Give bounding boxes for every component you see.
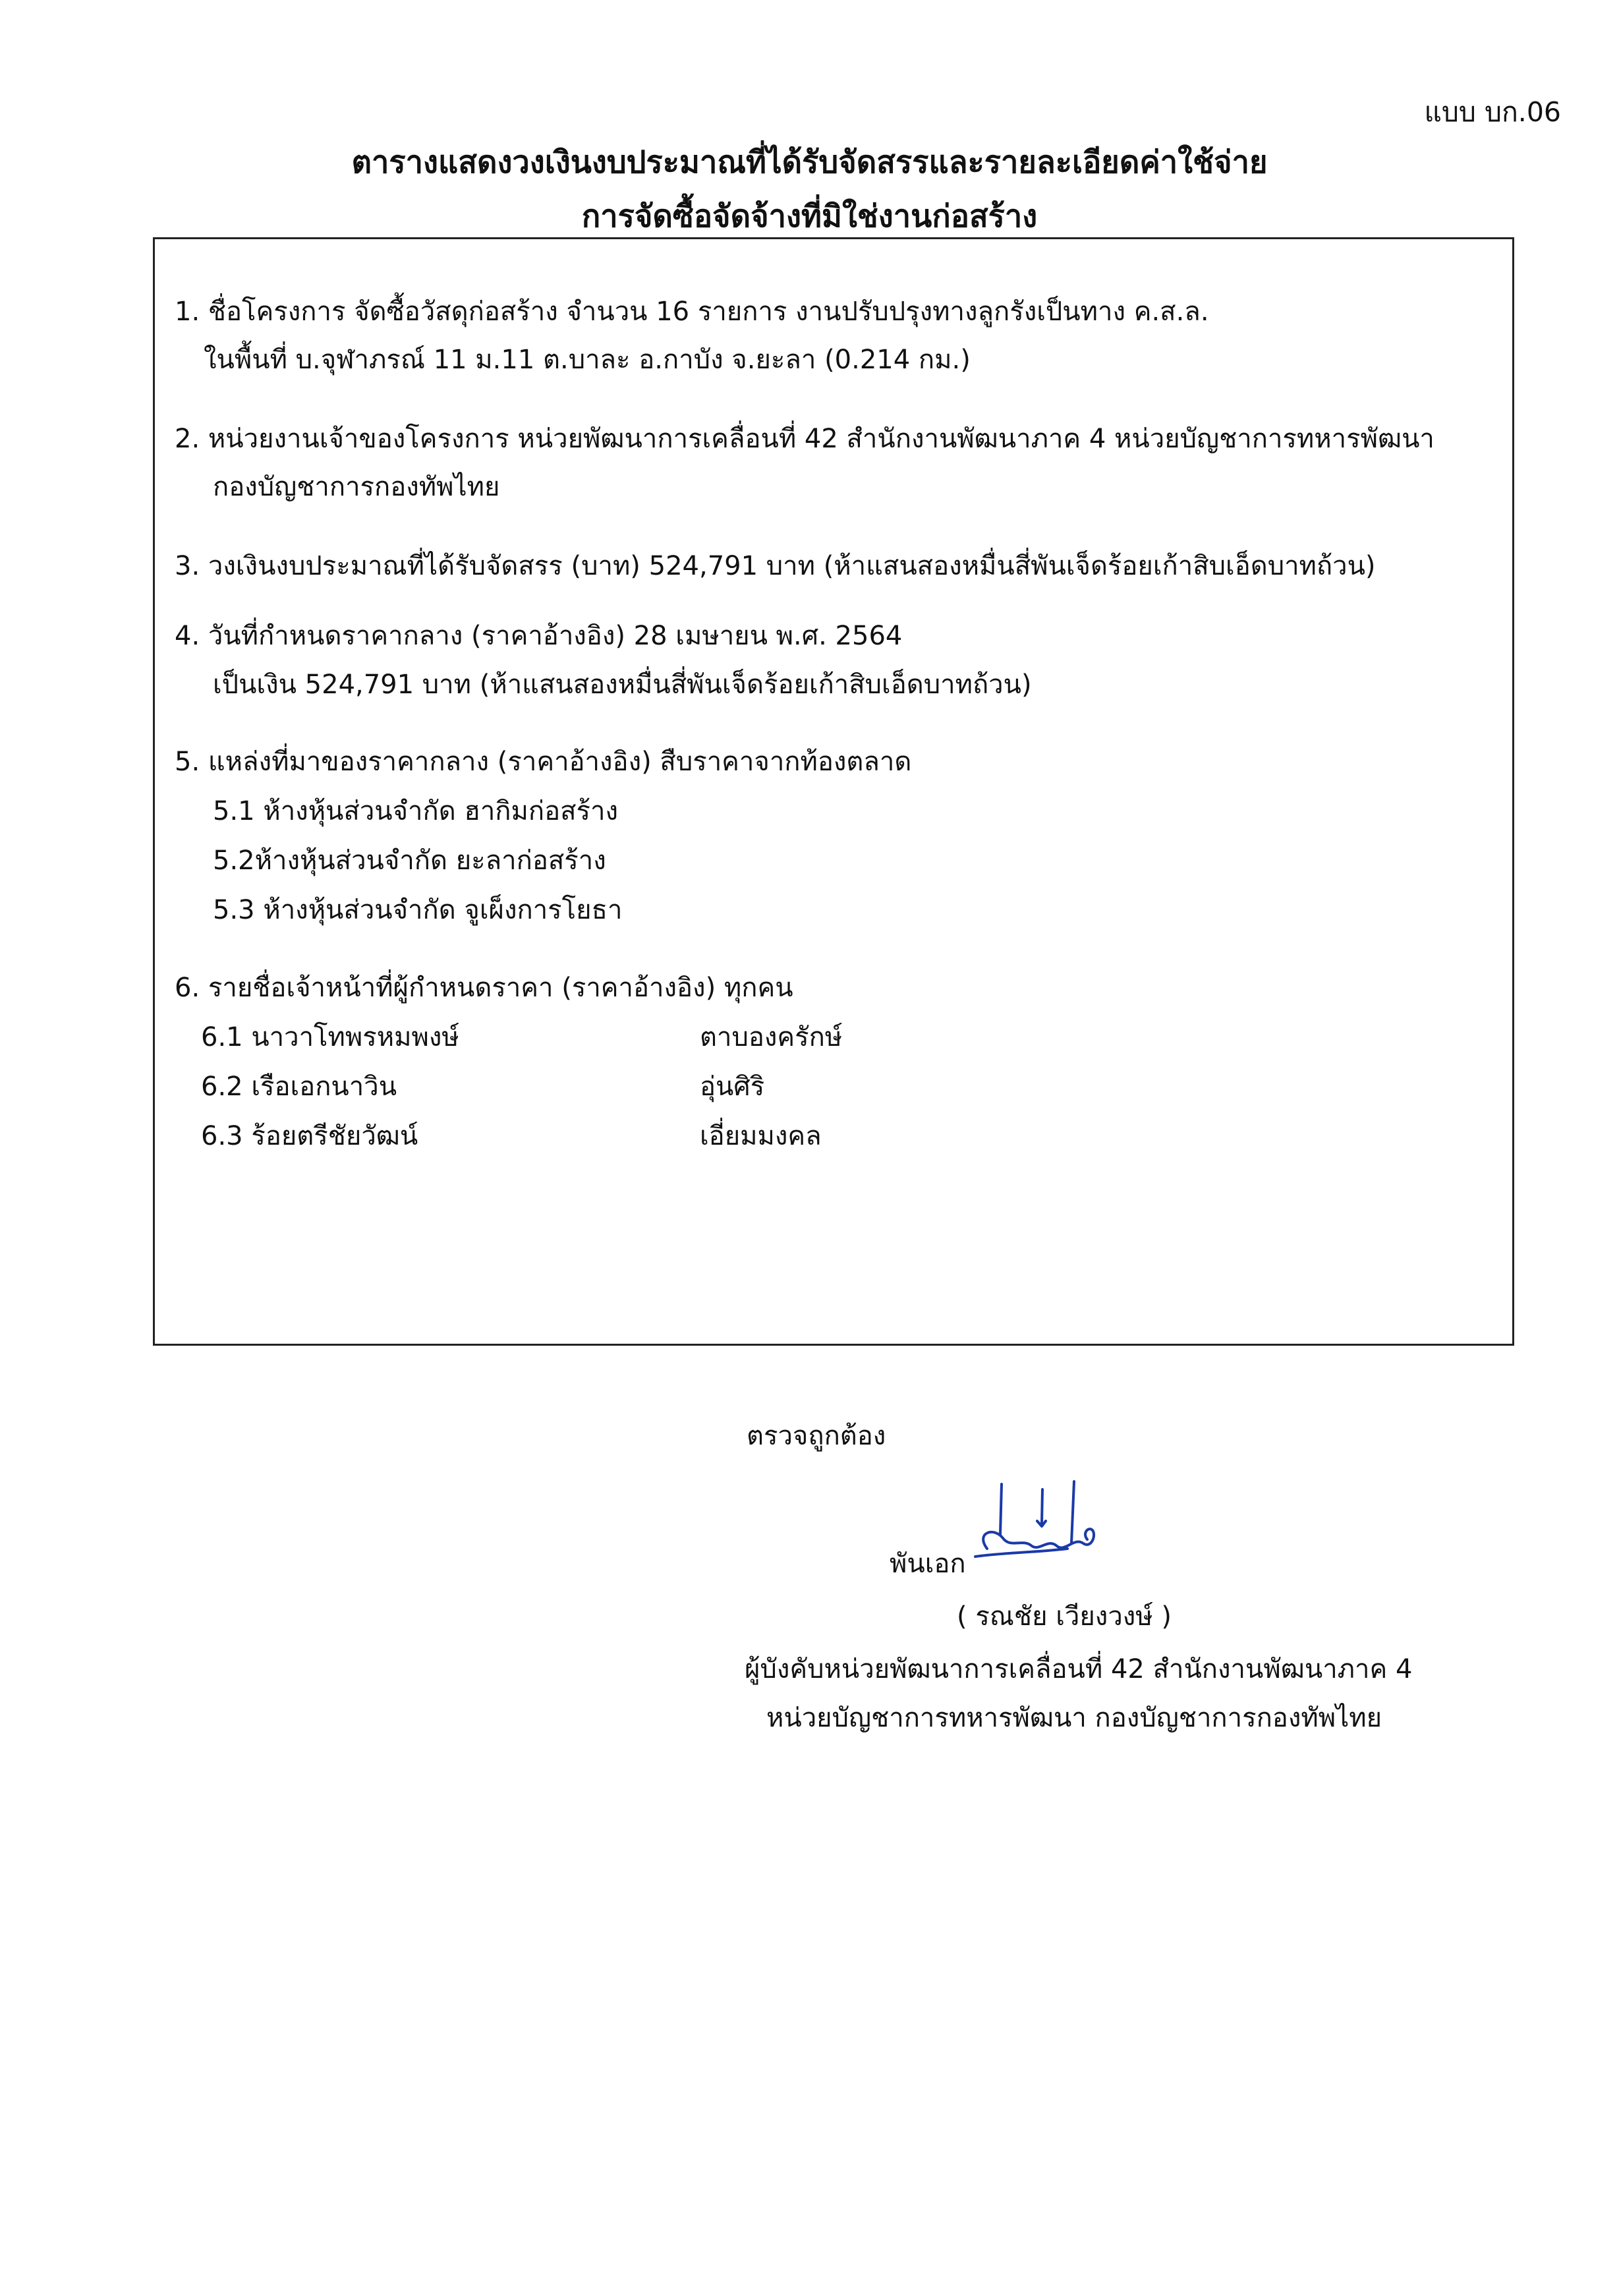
document-subtitle: การจัดซื้อจัดจ้างที่มิใช่งานก่อสร้าง xyxy=(581,198,1038,235)
owner-agency-line1: 2. หน่วยงานเจ้าของโครงการ หน่วยพัฒนาการเคลื่อนที่ 42 สำนักงานพัฒนาภาค 4 หน่วยบัญชาการทหารพัฒนา xyxy=(175,424,1434,454)
official-name: 6.1 นาวาโทพรหมพงษ์ xyxy=(201,1022,459,1052)
signer-position-line2: หน่วยบัญชาการทหารพัฒนา กองบัญชาการกองทัพไทย xyxy=(766,1703,1382,1733)
official-name: 6.2 เรือเอกนาวิน xyxy=(201,1072,397,1102)
budget-line: 3. วงเงินงบประมาณที่ได้รับจัดสรร (บาท) 524,791 บาท (ห้าแสนสองหมื่นสี่พันเจ็ดร้อยเก้าสิบเอ็ดบาทถ้วน) xyxy=(175,551,1376,581)
official-surname: เอี่ยมมงคล xyxy=(700,1121,822,1151)
official-row xyxy=(201,1072,765,1102)
reference-date-line: 4. วันที่กำหนดราคากลาง (ราคาอ้างอิง) 28 เมษายน พ.ศ. 2564 xyxy=(175,621,903,651)
verified-label: ตรวจถูกต้อง xyxy=(747,1421,886,1451)
project-name-line2: ในพื้นที่ บ.จุฬาภรณ์ 11 ม.11 ต.บาละ อ.กาบัง จ.ยะลา (0.214 กม.) xyxy=(204,345,971,375)
official-name: 6.3 ร้อยตรีชัยวัฒน์ xyxy=(201,1121,418,1151)
details-box xyxy=(153,237,1514,1346)
official-surname: อุ่นศิริ xyxy=(700,1072,765,1102)
price-source-3: 5.3 ห้างหุ้นส่วนจำกัด จูเผ็งการโยธา xyxy=(213,895,623,925)
signer-name: ( รณชัย เวียงวงษ์ ) xyxy=(957,1601,1172,1632)
price-source-2: 5.2ห้างหุ้นส่วนจำกัด ยะลาก่อสร้าง xyxy=(213,846,606,876)
signer-rank: พันเอก xyxy=(890,1549,966,1579)
price-source-line: 5. แหล่งที่มาของราคากลาง (ราคาอ้างอิง) สืบราคาจากท้องตลาด xyxy=(175,747,912,777)
price-source-1: 5.1 ห้างหุ้นส่วนจำกัด ฮากิมก่อสร้าง xyxy=(213,796,619,826)
officials-heading: 6. รายชื่อเจ้าหน้าที่ผู้กำหนดราคา (ราคาอ้างอิง) ทุกคน xyxy=(175,973,793,1003)
signer-position-line1: ผู้บังคับหน่วยพัฒนาการเคลื่อนที่ 42 สำนักงานพัฒนาภาค 4 xyxy=(745,1654,1413,1684)
official-row xyxy=(201,1121,822,1151)
official-row xyxy=(201,1022,843,1052)
owner-agency-line2: กองบัญชาการกองทัพไทย xyxy=(213,472,500,502)
document-title: ตารางแสดงวงเงินงบประมาณที่ได้รับจัดสรรและรายละเอียดค่าใช้จ่าย xyxy=(351,144,1268,181)
project-name-line1: 1. ชื่อโครงการ จัดซื้อวัสดุก่อสร้าง จำนวน 16 รายการ งานปรับปรุงทางลูกรังเป็นทาง ค.ส.ล. xyxy=(175,297,1209,327)
official-surname: ตาบองครักษ์ xyxy=(700,1022,843,1052)
form-code: แบบ บก.06 xyxy=(1424,96,1561,128)
handwritten-signature xyxy=(962,1470,1114,1568)
reference-amount-line: เป็นเงิน 524,791 บาท (ห้าแสนสองหมื่นสี่พันเจ็ดร้อยเก้าสิบเอ็ดบาทถ้วน) xyxy=(213,670,1032,700)
